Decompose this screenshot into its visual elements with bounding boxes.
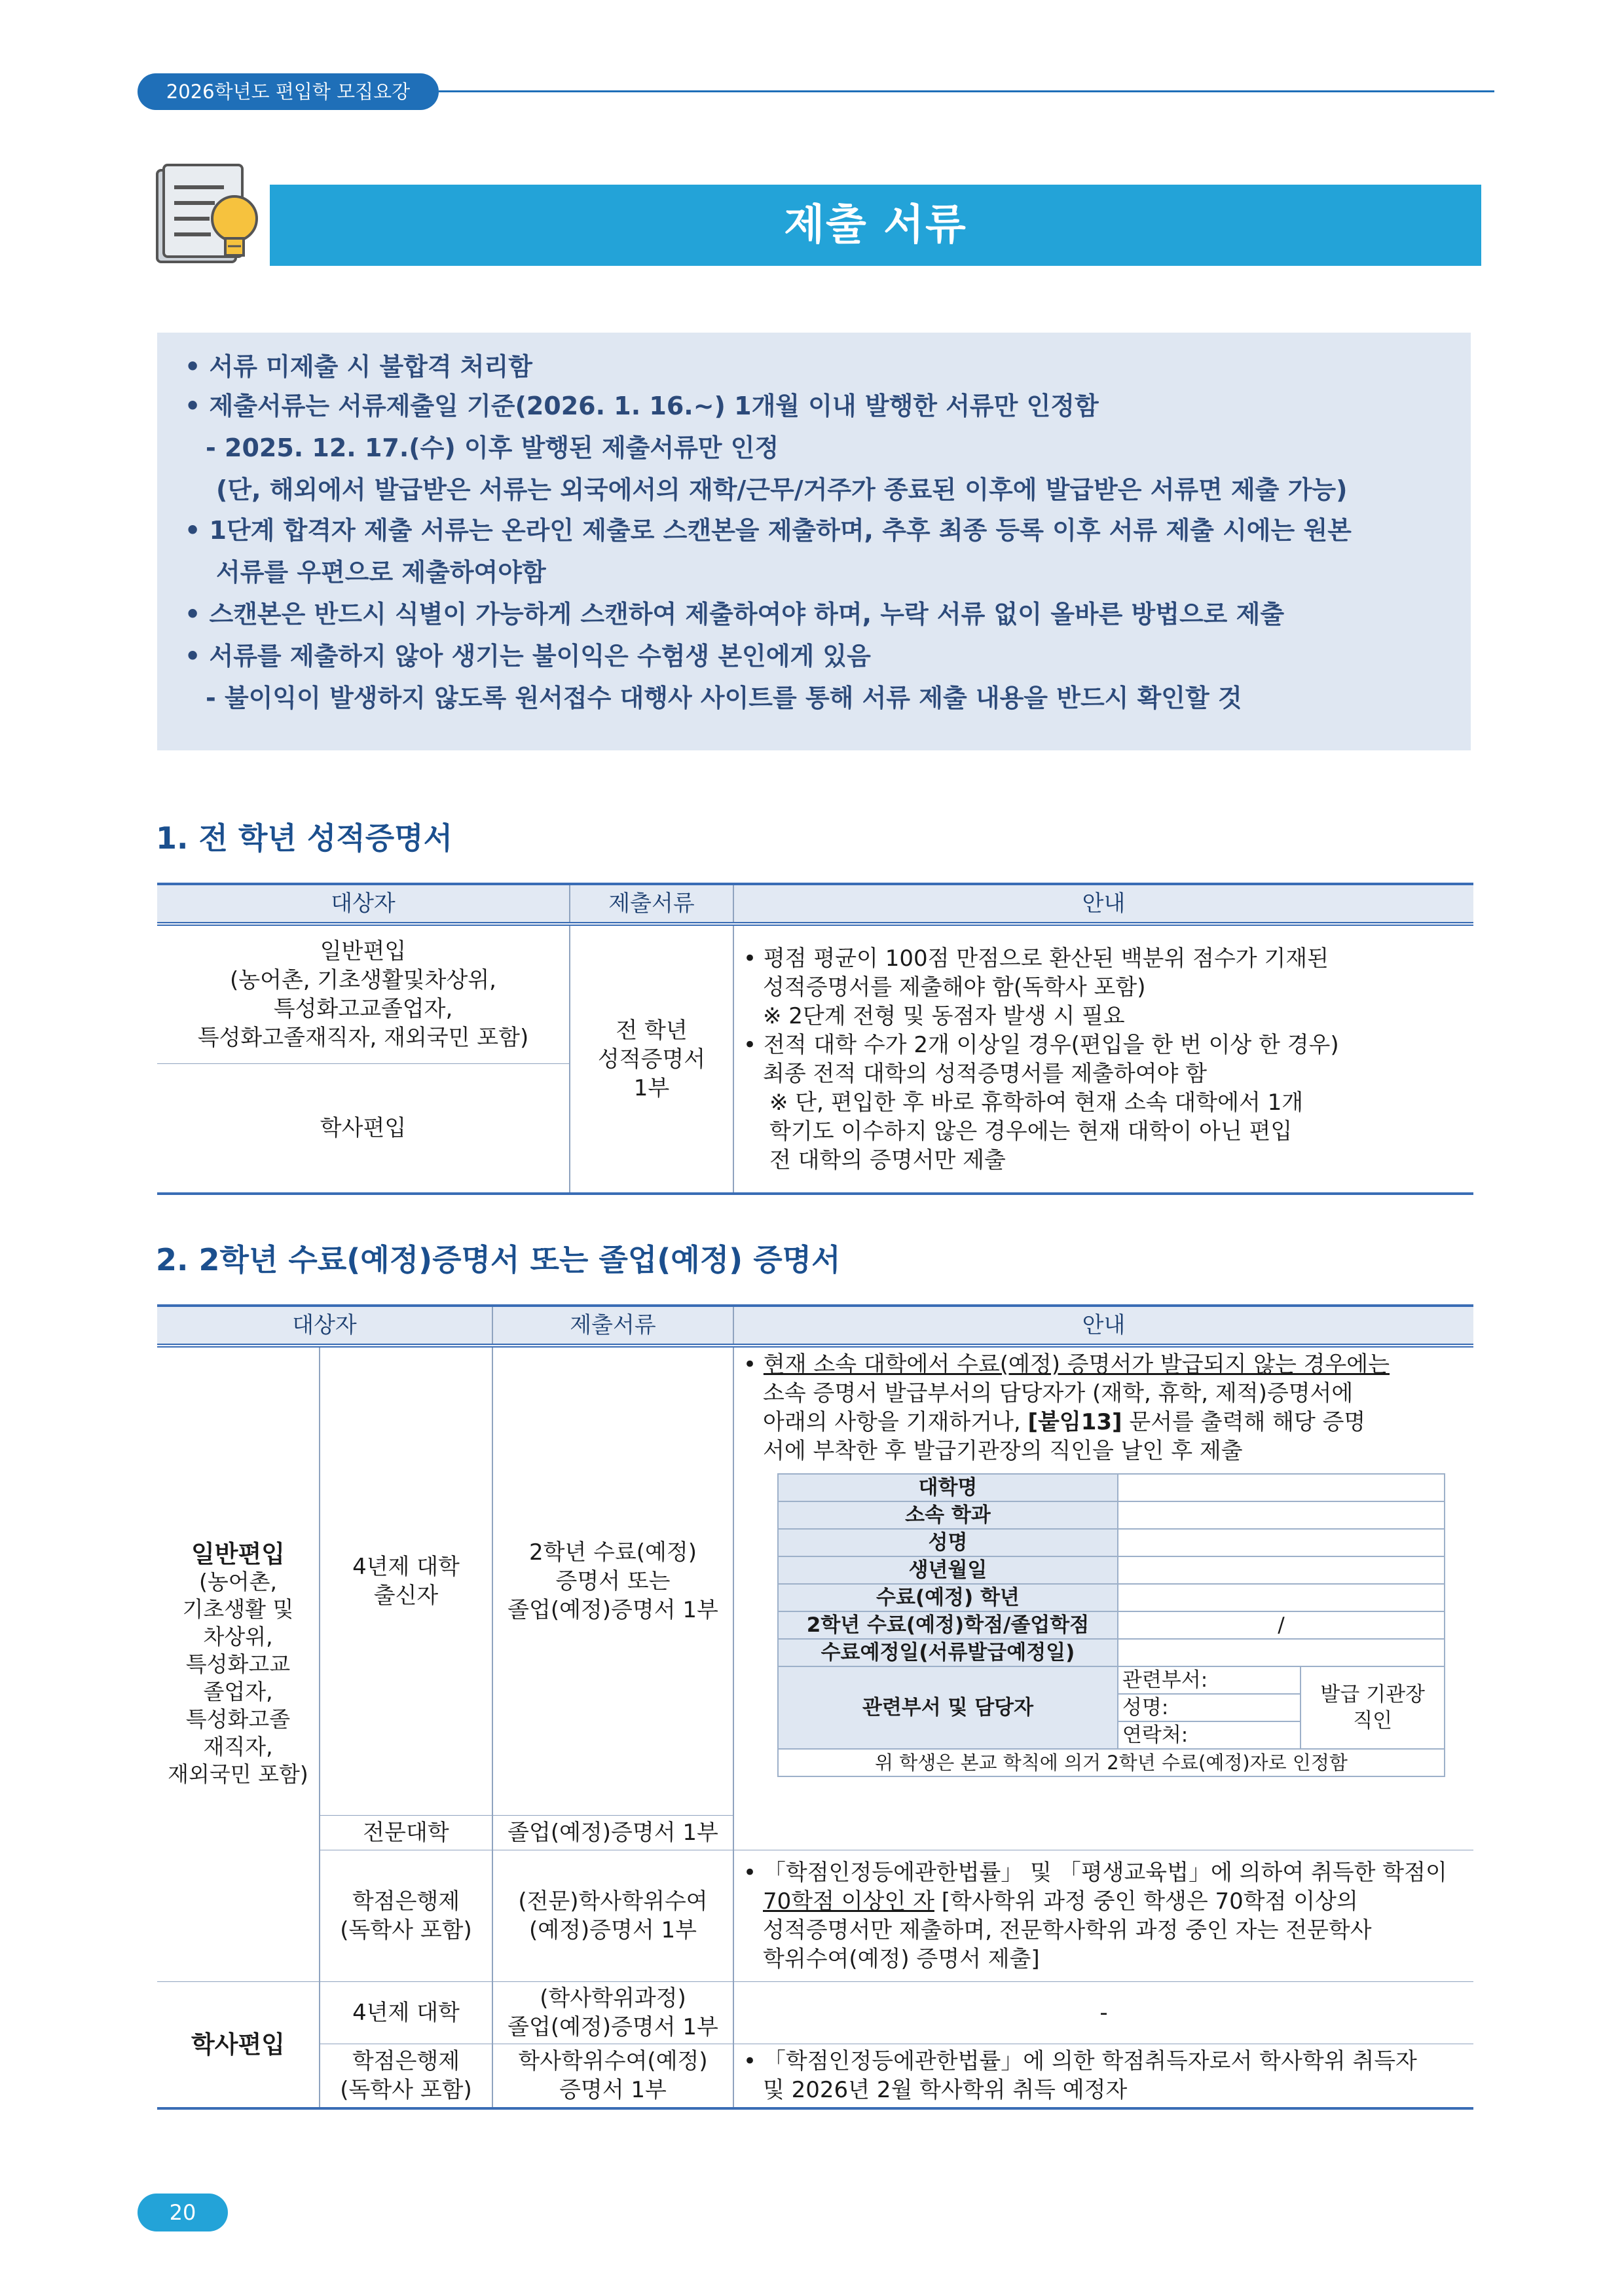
bachelor-credit-type-cell <box>320 2044 492 2109</box>
attachment-ref: [붙임13] <box>1027 1409 1122 1435</box>
guide-underlined: 현재 소속 대학에서 수료(예정) 증명서가 발급되지 않는 경우에는 <box>763 1351 1390 1378</box>
general-transfer-cell <box>157 1346 320 1982</box>
guide-cell <box>733 924 1473 1194</box>
credit-bank-type-cell <box>320 1850 492 1982</box>
bachelor-univ4-guide-cell: - <box>733 1982 1473 2044</box>
credit-bank-guide-cell <box>733 1850 1473 1982</box>
doc-line: 학사학위수여(예정) <box>518 2048 708 2074</box>
guide-line: 성적증명서만 제출하며, 전문학사학위 과정 중인 자는 전문학사 <box>763 1917 1372 1943</box>
guide-line: 최종 전적 대학의 성적증명서를 제출하여야 함 <box>763 1060 1208 1087</box>
inner-slash: / <box>1118 1611 1445 1639</box>
notice-line: (단, 해외에서 발급받은 서류는 외국에서의 재학/근무/거주가 종료된 이후에 발급받은 서류면 제출 가능) <box>216 475 1348 504</box>
inner-label: 2학년 수료(예정)학점/졸업학점 <box>778 1611 1118 1639</box>
inner-label: 생년월일 <box>778 1556 1118 1584</box>
notice-box <box>157 333 1471 750</box>
contact-field: 관련부서: <box>1118 1666 1301 1694</box>
col-header-document: 제출서류 <box>570 884 733 924</box>
inner-value <box>1118 1474 1445 1501</box>
inner-value <box>1118 1529 1445 1556</box>
doc-line: 졸업(예정)증명서 1부 <box>507 1597 718 1623</box>
guide-part: [학사학위 과정 중인 학생은 70학점 이상의 <box>934 1888 1358 1915</box>
college-doc-cell: 졸업(예정)증명서 1부 <box>492 1816 733 1850</box>
inner-value <box>1118 1556 1445 1584</box>
inner-info-table <box>777 1473 1445 1777</box>
type-line: (독학사 포함) <box>340 2077 472 2103</box>
page-number: 20 <box>138 2194 228 2231</box>
guide-line <box>741 1887 1467 1916</box>
bachelor-credit-doc-cell <box>492 2044 733 2109</box>
document-header-pill: 2026학년도 편입학 모집요강 <box>138 73 439 110</box>
univ4-type-cell <box>320 1346 492 1816</box>
guide-line: 성적증명서를 제출해야 함(독학사 포함) <box>763 974 1146 1001</box>
guide-line: 학위수여(예정) 증명서 제출] <box>763 1946 1040 1972</box>
section-heading: 2. 2학년 수료(예정)증명서 또는 졸업(예정) 증명서 <box>156 1242 841 1277</box>
target-line: 일반편입 <box>320 938 407 964</box>
guide-line: 서에 부착한 후 발급기관장의 직인을 날인 후 제출 <box>763 1438 1243 1464</box>
col-header-target: 대상자 <box>157 1306 492 1346</box>
guide-underlined: 70학점 이상인 자 <box>763 1888 934 1915</box>
general-sub-line: 특성화고교 <box>185 1651 291 1677</box>
inner-label: 대학명 <box>778 1474 1118 1501</box>
notice-line: • 제출서류는 서류제출일 기준(2026. 1. 16.~) 1개월 이내 발행한 서류만 인정함 <box>185 392 1099 420</box>
guide-line: ※ 단, 편입한 후 바로 휴학하여 현재 소속 대학에서 1개 <box>769 1089 1304 1116</box>
guide-line: • 전적 대학 수가 2개 이상일 경우(편입을 한 번 이상 한 경우) <box>743 1031 1339 1058</box>
guide-main-cell <box>733 1346 1473 1850</box>
doc-line: 증명서 또는 <box>555 1568 671 1594</box>
guide-line: • 「학점인정등에관한법률」에 의한 학점취득자로서 학사학위 취득자 <box>743 2048 1417 2074</box>
doc-line: (예정)증명서 1부 <box>528 1917 697 1943</box>
type-line: 출신자 <box>373 1583 439 1609</box>
bachelor-univ4-type-cell: 4년제 대학 <box>320 1982 492 2044</box>
general-transfer-label: 일반편입 <box>191 1540 285 1568</box>
guide-part: 아래의 사항을 기재하거나, <box>763 1409 1028 1435</box>
guide-part: 문서를 출력해 해당 증명 <box>1122 1409 1366 1435</box>
target-line: 특성화고졸재직자, 재외국민 포함) <box>197 1025 529 1051</box>
target-general-cell <box>157 924 570 1064</box>
notice-line: - 불이익이 발생하지 않도록 원서접수 대행사 사이트를 통해 서류 제출 내용을 반드시 확인할 것 <box>206 684 1242 712</box>
notice-line: - 2025. 12. 17.(수) 이후 발행된 제출서류만 인정 <box>206 433 779 462</box>
univ4-doc-cell <box>492 1346 733 1816</box>
bachelor-transfer-label: 학사편입 <box>157 1982 320 2109</box>
guide-line: 및 2026년 2월 학사학위 취득 예정자 <box>763 2077 1128 2103</box>
general-sub-line: 재외국민 포함) <box>168 1761 308 1787</box>
general-sub-line: (농어촌, <box>199 1569 277 1594</box>
bachelor-univ4-doc-cell <box>492 1982 733 2044</box>
notice-line: • 서류를 제출하지 않아 생기는 불이익은 수험생 본인에게 있음 <box>185 642 871 670</box>
guide-line: • 평점 평균이 100점 만점으로 환산된 백분위 점수가 기재된 <box>743 945 1329 972</box>
transcript-table <box>157 883 1473 1195</box>
section-heading: 1. 전 학년 성적증명서 <box>156 820 453 856</box>
document-line: 성적증명서 <box>597 1046 706 1073</box>
inner-value <box>1118 1501 1445 1529</box>
type-line: 학점은행제 <box>352 1888 460 1915</box>
col-header-guide: 안내 <box>733 884 1473 924</box>
type-line: 학점은행제 <box>352 2048 460 2074</box>
notice-line: • 스캔본은 반드시 식별이 가능하게 스캔하여 제출하여야 하며, 누락 서류 없이 올바른 방법으로 제출 <box>185 600 1285 629</box>
contact-field: 연락처: <box>1118 1721 1301 1749</box>
doc-line: (학사학위과정) <box>540 1985 686 2011</box>
notice-line: • 서류 미제출 시 불합격 처리함 <box>185 352 532 381</box>
inner-value <box>1118 1639 1445 1666</box>
inner-value <box>1118 1584 1445 1611</box>
guide-line: ※ 2단계 전형 및 동점자 발생 시 필요 <box>763 1002 1125 1029</box>
guide-line: 전 대학의 증명서만 제출 <box>769 1147 1006 1173</box>
seal-line: 발급 기관장 <box>1320 1683 1425 1706</box>
general-sub-line: 재직자, <box>203 1734 273 1759</box>
type-line: (독학사 포함) <box>340 1917 472 1943</box>
doc-line: (전문)학사학위수여 <box>518 1888 708 1915</box>
contact-label: 관련부서 및 담당자 <box>778 1666 1118 1749</box>
contact-field: 성명: <box>1118 1694 1301 1721</box>
completion-certificate-table <box>157 1304 1473 2110</box>
notice-line: • 1단계 합격자 제출 서류는 온라인 제출로 스캔본을 제출하며, 추후 최종 등록 이후 서류 제출 시에는 원본 <box>185 516 1352 545</box>
notice-line: 서류를 우편으로 제출하여야함 <box>216 558 546 587</box>
doc-line: 2학년 수료(예정) <box>528 1539 697 1566</box>
general-sub-line: 졸업자, <box>203 1679 273 1704</box>
seal-cell <box>1301 1666 1445 1749</box>
col-header-target: 대상자 <box>157 884 570 924</box>
bachelor-credit-guide-cell <box>733 2044 1473 2109</box>
general-sub-line: 특성화고졸 <box>185 1706 291 1732</box>
inner-label: 수료예정일(서류발급예정일) <box>778 1639 1118 1666</box>
credit-bank-doc-cell <box>492 1850 733 1982</box>
document-lightbulb-icon <box>152 161 270 272</box>
inner-label: 수료(예정) 학년 <box>778 1584 1118 1611</box>
guide-line: 소속 증명서 발급부서의 담당자가 (재학, 휴학, 제적)증명서에 <box>763 1380 1354 1406</box>
guide-line: • 「학점인정등에관한법률」 및 「평생교육법」에 의하여 취득한 학점이 <box>743 1860 1447 1886</box>
type-line: 4년제 대학 <box>352 1554 460 1580</box>
general-sub-line: 차상위, <box>203 1624 273 1649</box>
guide-line: 학기도 이수하지 않은 경우에는 현재 대학이 아닌 편입 <box>769 1118 1293 1145</box>
seal-line: 직인 <box>1353 1709 1393 1733</box>
doc-line: 졸업(예정)증명서 1부 <box>507 2014 718 2040</box>
guide-line: • 현재 소속 대학에서 수료(예정) 증명서가 발급되지 않는 경우에는 <box>743 1351 1390 1378</box>
header-rule <box>439 90 1494 92</box>
target-line: 특성화고교졸업자, <box>273 996 453 1022</box>
general-sub-line: 기초생활 및 <box>182 1596 294 1622</box>
inner-label: 소속 학과 <box>778 1501 1118 1529</box>
inner-footer: 위 학생은 본교 학칙에 의거 2학년 수료(예정)자로 인정함 <box>778 1749 1445 1776</box>
target-bachelor-cell: 학사편입 <box>157 1064 570 1194</box>
doc-line: 증명서 1부 <box>559 2077 667 2103</box>
guide-line <box>741 1408 1467 1437</box>
page-title: 제출 서류 <box>270 185 1481 266</box>
inner-label: 성명 <box>778 1529 1118 1556</box>
document-line: 1부 <box>633 1074 670 1101</box>
document-line: 전 학년 <box>616 1017 688 1044</box>
college-type-cell: 전문대학 <box>320 1816 492 1850</box>
col-header-guide: 안내 <box>733 1306 1473 1346</box>
document-cell <box>570 924 733 1194</box>
target-line: (농어촌, 기초생활및차상위, <box>230 967 496 993</box>
col-header-document: 제출서류 <box>492 1306 733 1346</box>
